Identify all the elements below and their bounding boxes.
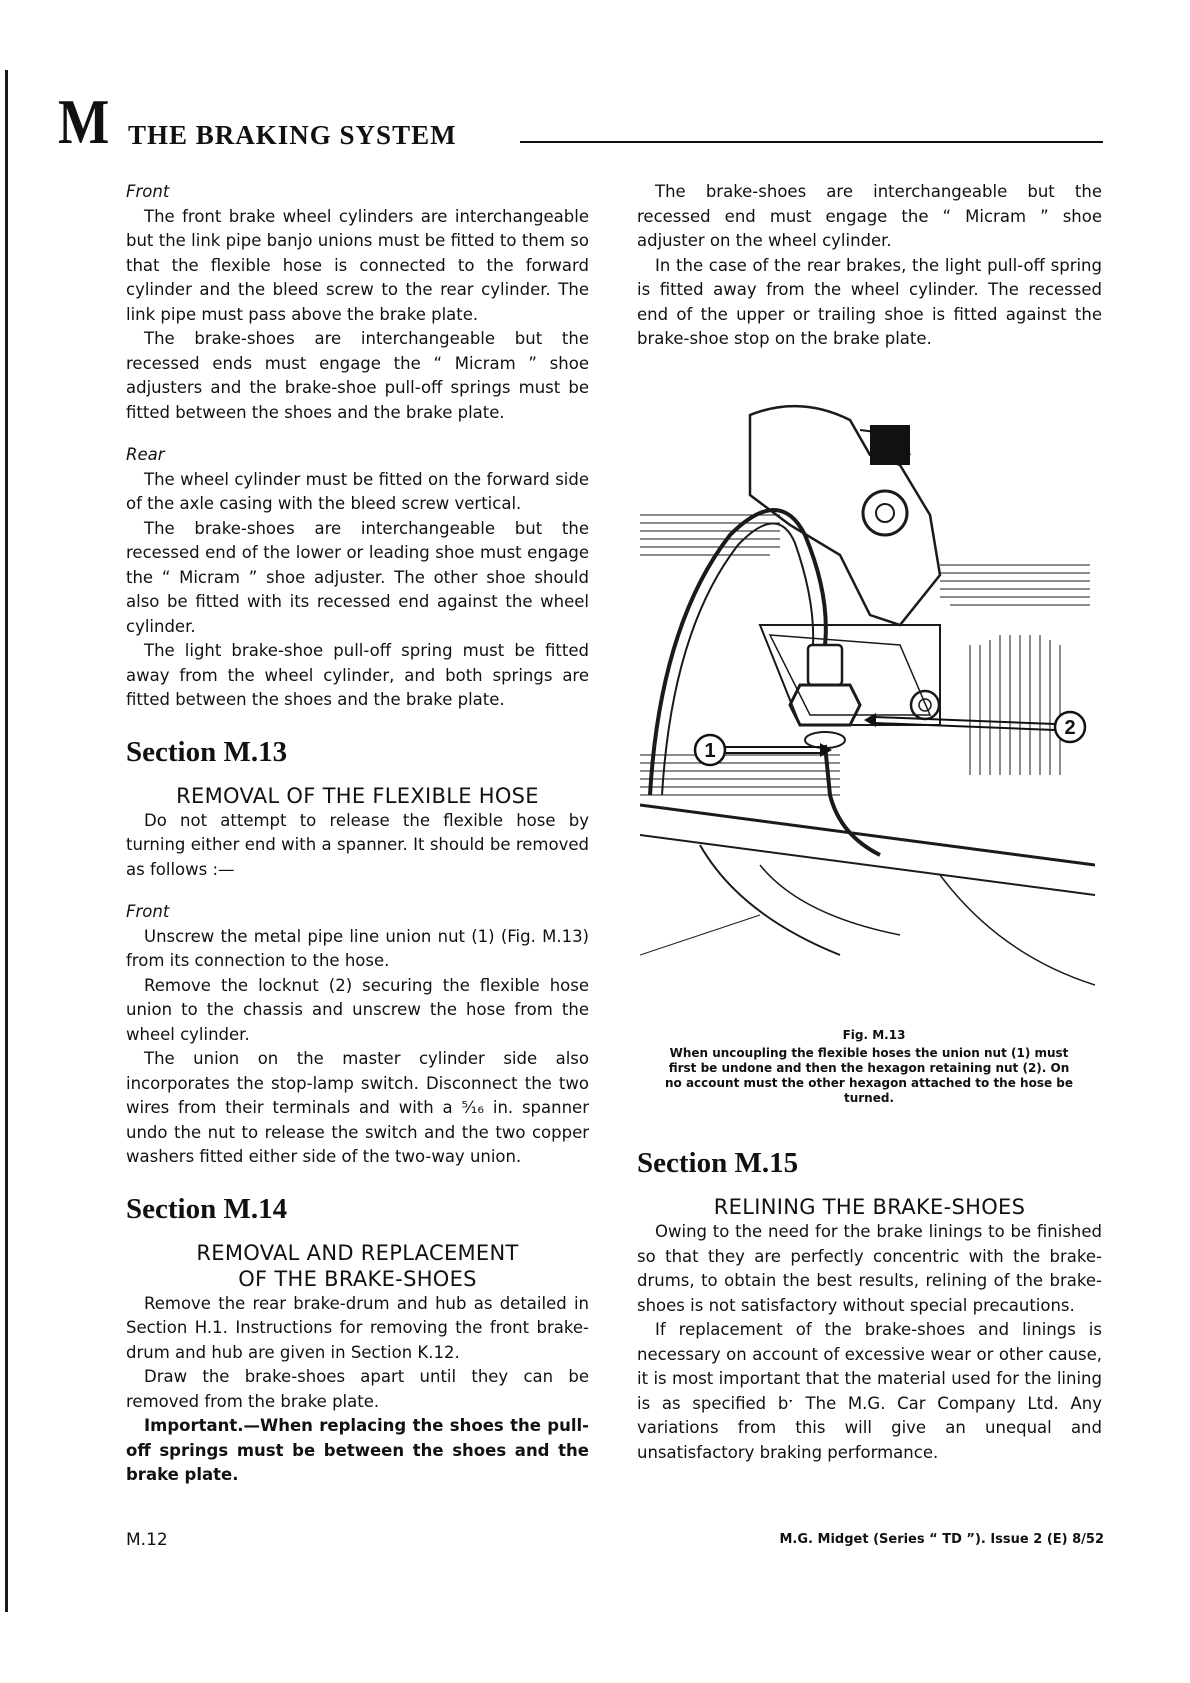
brake-hose-illustration — [640, 395, 1095, 1025]
m15-paragraph-1: Owing to the need for the brake linings to be finished so that they are perfectly concentric with the brake-drums, to obtain the best results, relining of the brake-shoes is not satisfactory without special precautions. — [637, 1222, 1102, 1315]
m13-front-heading: Front — [126, 902, 170, 921]
rear-paragraph-3: The light brake-shoe pull-off spring must be fitted away from the wheel cylinder, and both springs are fitted between the shoes and the brake plate. — [126, 641, 589, 709]
right-column-bottom — [637, 1146, 1102, 1465]
section-m15-subheading: RELINING THE BRAKE-SHOES — [713, 1195, 1026, 1219]
callout-1-label: 1 — [704, 740, 716, 762]
m14-paragraph-3: Important.—When replacing the shoes the pull-off springs must be between the shoes and the brake plate. — [126, 1416, 589, 1484]
m13-p4-text-b: in. spanner undo the nut to release the switch and the two copper washers fitted either side of the two-way union. — [126, 1098, 589, 1166]
figure-label: Fig. M.13 — [842, 1028, 906, 1042]
page-edge-line — [5, 70, 8, 1612]
chapter-letter: M — [58, 86, 108, 157]
m13-paragraph-1: Do not attempt to release the flexible hose by turning either end with a spanner. It should be removed as follows :— — [126, 810, 589, 879]
front-paragraph-1: The front brake wheel cylinders are interchangeable but the link pipe banjo unions must be fitted to them so that the flexible hose is connected to the forward cylinder and the bleed screw to the rear cylinder. The link pipe must pass above the brake plate. — [126, 206, 589, 324]
front-paragraph-2: The brake-shoes are interchangeable but the recessed ends must engage the “ Micram ” shoe adjusters and the brake-shoe pull-off springs must be fitted between the shoes and the brake plate. — [126, 329, 589, 422]
m15-paragraph-2: If replacement of the brake-shoes and linings is necessary on account of excessive wear or other cause, it is most important that the material used for the lining is as specified bˑ The M.G. Car Company Ltd. Any variations from this will give an unequal and unsatisfactory braking performance. — [637, 1320, 1102, 1462]
m13-p4-fraction: ⁵⁄₁₆ — [461, 1098, 485, 1117]
section-m13-subheading: REMOVAL OF THE FLEXIBLE HOSE — [176, 783, 539, 808]
section-m14-subheading-1: REMOVAL AND REPLACEMENT — [196, 1240, 519, 1265]
page-number: M.12 — [126, 1530, 168, 1550]
page-title: THE BRAKING SYSTEM — [128, 120, 457, 150]
section-m13-heading: Section M.13 — [126, 735, 288, 768]
section-m14-heading: Section M.14 — [126, 1192, 288, 1225]
section-m14-subheading-2: OF THE BRAKE-SHOES — [238, 1266, 477, 1291]
front-heading: Front — [126, 182, 170, 201]
m13-paragraph-3: Remove the locknut (2) securing the flexible hose union to the chassis and unscrew the hose from the wheel cylinder. — [126, 975, 589, 1044]
m13-paragraph-4 — [126, 1047, 589, 1170]
publication-info: M.G. Midget (Series “ TD ”). Issue 2 (E) 8/52 — [779, 1532, 1104, 1547]
right-paragraph-2: In the case of the rear brakes, the light pull-off spring is fitted away from the wheel cylinder. The recessed end of the upper or trailing shoe is fitted against the brake-shoe stop on the brake plate. — [637, 255, 1102, 348]
rear-paragraph-1: The wheel cylinder must be fitted on the forward side of the axle casing with the bleed screw vertical. — [126, 469, 589, 513]
figure-caption: When uncoupling the flexible hoses the union nut (1) must first be undone and then the hexagon retaining nut (2). On no account must the other hexagon attached to the hose be turned. — [664, 1046, 1074, 1105]
m13-p4-text-a: The union on the master cylinder side also incorporates the stop-lamp switch. Disconnect the two wires from their terminals and with a — [126, 1049, 589, 1117]
right-column-top — [637, 180, 1102, 352]
header-rule — [520, 141, 1103, 143]
m14-paragraph-2: Draw the brake-shoes apart until they can be removed from the brake plate. — [126, 1367, 589, 1411]
rear-heading: Rear — [126, 445, 165, 464]
m13-paragraph-2: Unscrew the metal pipe line union nut (1) (Fig. M.13) from its connection to the hose. — [126, 926, 589, 970]
callout-2-label: 2 — [1064, 717, 1076, 739]
rear-paragraph-2: The brake-shoes are interchangeable but the recessed end of the lower or leading shoe must engage the “ Micram ” shoe adjuster. The other shoe should also be fitted with its recessed end against the wheel cylinder. — [126, 518, 589, 636]
section-m15-heading: Section M.15 — [637, 1147, 799, 1179]
m14-paragraph-1: Remove the rear brake-drum and hub as detailed in Section H.1. Instructions for removing the front brake-drum and hub are given in Section K.12. — [126, 1293, 589, 1362]
right-paragraph-1: The brake-shoes are interchangeable but the recessed end must engage the “ Micram ” shoe adjuster on the wheel cylinder. — [637, 182, 1102, 250]
left-column — [126, 180, 589, 1488]
callout-2-marker — [864, 712, 1085, 742]
